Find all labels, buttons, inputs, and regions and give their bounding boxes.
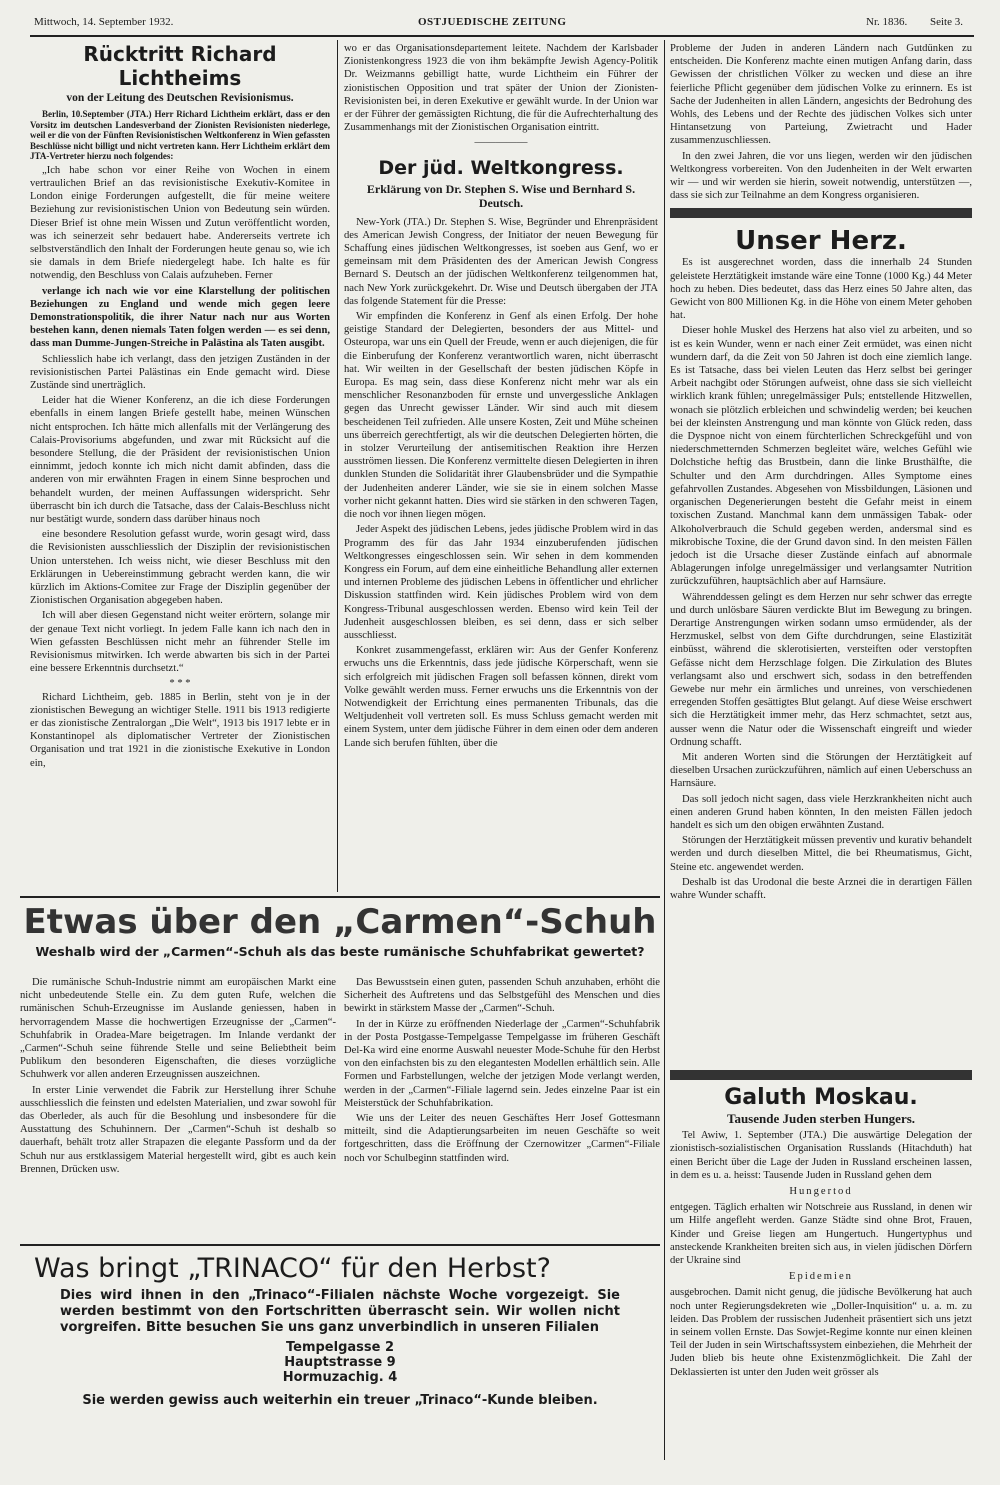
paragraph-continuation: Probleme der Juden in anderen Ländern nach Gutdünken zu entscheiden. Die Konferenz machte einen mutigen Anfang darin, dass Gewissen der christlichen Völker zu wecken und diese an ihre feierliche Pflicht gegenüber dem jüdischen Volke zu erinnern. Es ist Sache der Judenheiten in allen Ländern, angesichts der Bedrohung des Wohls, des Lebens und der Rechte des jüdischen Volkes sich unter Hintansetzung von Parteiung, Zwietracht und Hader zusammenzuschliessen. [670,43,972,147]
paragraph: eine besondere Resolution gefasst wurde, worin gesagt wird, dass die Revisionisten ausschliesslich der Disziplin der revisionistischen Union unterstehen. Ich weiss nicht, wie dieser Beschluss mit den Erklärungen in Uebereinstimmung gebracht werden kann, die wir kürzlich im Aktions-Comitee zur Frage der Disziplin gegenüber der Zionistischen Organisation abgegeben haben. [30,529,330,607]
paragraph: Störungen der Herztätigkeit müssen preventiv und kurativ behandelt werden und durch dieselben Mittel, die bei Rheumatismus, Gicht, Steine etc. angewendet werden. [670,835,972,873]
lead-paragraph: Berlin, 10.September (JTA.) Herr Richard Lichtheim erklärt, dass er den Vorsitz im deutschen Landesverband der Zionisten Revisionisten niederlege, weil er die von der Fünften Revisionistischen Weltkonferenz in Wien gefassten Beschlüsse nicht billigt und nicht vertreten kann. Herr Lichtheim erklärt dem JTA-Vertreter hierzu noch folgendes: [30,109,330,162]
headline-unser-herz: Unser Herz. [735,226,907,257]
headline-galuth-moskau: Galuth Moskau. [724,1085,918,1110]
paragraph: Wir empfinden die Konferenz in Genf als einen Erfolg. Der hohe geistige Standard der Delegierten, besonders der aus Mittel- und Osteuropa, war uns ein Quell der Freude, wenn er auch diejenigen, die für die Einberufung der Konferenz verantwortlich waren, nicht überrascht hat. Wir weilten in der Gesellschaft der besten jüdischen Köpfe in Europa. Es mag sein, dass diese Konferenz nicht mehr war als ein menschlicher Resonanzboden für ernste und unvergessliche Anklagen gegen das Unrecht gewisser Länder. Wir sind auch mit diesem bescheidenen Teil zufrieden. Alle unsere Kosten, Zeit und Mühe scheinen uns überreich gerechtfertigt, als wir die deutschen Delegierten hörten, die in stolzer Verurteilung der antisemitischen Reaktion ihre Herzen ausströmen liessen. Die Konferenz vermittelte diesen Delegierten in ihren dunklen Stunden die Solidarität ihrer Glaubensbrüder und die Sympathie der Judenheiten anderer Länder, wie sie sie in einem solchen Masse vorher nicht gekannt hatten. Dies wird sie stärken in den schweren Tagen, die noch vor ihnen liegen mögen. [344,311,658,521]
article-galuth-moskau [670,1084,972,1460]
section-bar [670,208,972,218]
carmen-column-left [20,976,336,1234]
header-date: Mittwoch, 14. September 1932. [34,16,174,28]
paragraph: Deshalb ist das Urodonal die beste Arznei die in derartigen Fällen wahre Wunder schafft. [670,876,972,901]
paragraph: Richard Lichtheim, geb. 1885 in Berlin, steht von je in der zionistischen Bewegung an wichtiger Stelle. 1911 bis 1913 redigierte er das zionistische Zentralorgan „Die Welt“, 1913 bis 1917 lebte er in Konstantinopel als diplomatischer Vertreter der Zionistischen Organisation und trat 1921 in die zionistische Exekutive in London ein, [30,691,330,769]
ad-rule [20,1244,660,1246]
headline-trinaco: Was bringt „TRINACO“ für den Herbst? [34,1253,551,1284]
paragraph: New-York (JTA.) Dr. Stephen S. Wise, Begründer und Ehrenpräsident des American Jewish Congress, der Initiator der neuen Bewegung für Schaffung eines jüdischen Weltkongresses, ist soeben aus Genf, wo er gemeinsam mit dem Präsidenten des der American Jewish Congress Bernard S. Deutsch an der jüdischen Weltkonferenz teilgenommen hat, nach New York zurückgekehrt. Dr. Wise und Deutsch übergaben der JTA das folgende Statement für die Presse: [344,216,658,307]
paragraph: Es ist ausgerechnet worden, dass die innerhalb 24 Stunden geleistete Herztätigkeit imstande wäre eine Tonne (1000 Kg.) 44 Meter hoch zu heben. Dies bedeutet, dass das Herz eines 50 Jahre alten, das Gewicht von 800 Millionen Kg. in die Höhe von einem Meter gehoben hat. [670,257,972,322]
subheadline-carmen: Weshalb wird der „Carmen“-Schuh als das beste rumänische Schuhfabrikat gewertet? [35,944,645,959]
paragraph: In erster Linie verwendet die Fabrik zur Herstellung ihrer Schuhe ausschliesslich die feinsten und edelsten Materialien, und zwar sowohl für das Oberleder, als auch für die Besohlung und insbesondere für die Ausstattung des Schuhinnern. Der „Carmen“-Schuh ist deshalb so dauerhaft, behält trotz aller Strapazen die elegante Passform und da der Schuh nur aus erstklassigem Material hergestellt wird, gibt es auch kein Brennen, Drücken usw. [20,1084,336,1175]
trinaco-closing: Sie werden gewiss auch weiterhin ein treuer „Trinaco“-Kunde bleiben. [82,1393,598,1408]
paragraph: Ich will aber diesen Gegenstand nicht weiter erörtern, solange mir der genaue Text nicht vorliegt. In jedem Falle kann ich nach den in Wien gefassten Beschlüssen nicht mehr an führender Stelle im Revisionismus mitwirken. Ich werde abwarten bis sich in der Partei eine bessere Erkenntnis durchsetzt.“ [30,610,330,675]
paragraph-continuation: wo er das Organisationsdepartement leitete. Nachdem der Karlsbader Zionistenkongress 1923 die von ihm bekämpfte Jewish Agency-Politik Dr. Weizmanns gebilligt hatte, wurde Lichtheim ein Führer der zionistischen Opposition und trat später der Union der Zionisten-Revisionisten bei, in deren Exekutive er gewählt wurde. In der Union war er der Führer der gemässigten Richtung, die für die Aufrechterhaltung des Zusammenhangs mit der Zionistischen Organisation eintritt. [344,43,658,134]
section-bar [670,1070,972,1080]
column-rule [337,40,338,892]
paragraph: Mit anderen Worten sind die Störungen der Herztätigkeit auf dieselben Ursachen zurückzuführen, nämlich auf einen Ueberschuss an Harnsäure. [670,751,972,790]
paragraph: Das soll jedoch nicht sagen, dass viele Herzkrankheiten nicht auch einen anderen Grund haben könnten, In den meisten Fällen jedoch handelt es sich um den obigen erwähnten Zustand. [670,793,972,831]
paragraph: Währenddessen gelingt es dem Herzen nur sehr schwer das erregte und durch unlösbare Säuren verdickte Blut im Bewegung zu bringen. Derartige Anstrengungen wirken sodann umso ermüdender, als der Herzmuskel, selbst von dem Gifte durchdrungen, seine Elastizität einbüsst, während die sklerotisierten, versteiften oder verstopften Gefässe nicht dem Herzschlage folgen. Die Zirkulation des Blutes verlangsamt also und erschwert sich, sodass in den betreffenden Gewebe nur mehr ein ärmliches und unreines, von verschiedenen erregenden Stoffen gesättigtes Blut gelangt. Auf diese Weise erschwert sich die Herztätigkeit immer mehr, das Herz schmachtet, setzt aus, ausser wenn die Natur oder die Wissenschaft eingreift und wieder Ordnung schafft. [670,591,972,748]
headline-lichtheim: Rücktritt Richard Lichtheims [83,42,277,90]
trinaco-body: Dies wird ihnen in den „Trinaco“-Filialen nächste Woche vorgezeigt. Sie werden bestimmt von den Fortschritten überrascht sein. Wir wollen nicht vorgreifen. Bitte besuchen Sie uns ganz unverbindlich in unseren Filialen [60,1288,620,1335]
paragraph: In der in Kürze zu eröffnenden Niederlage der „Carmen“-Schuhfabrik in der Posta Postgasse-Tempelgasse Tempelgasse im früheren Geschäft Del-Ka wird eine enorme Auswahl neuester Mode-Schuhe für den Herbst von den einfachsten bis zu den elegantesten Modellen erhältlich sein. Alle Formen und Farbstellungen, welche der jetzigen Mode verlangt werden, werden in der „Carmen“-Filiale lagernd sein. Jedes einzelne Paar ist ein Meisterstück der Schuhfabrikation. [344,1018,660,1109]
section-stars: * * * [169,678,191,690]
ad-rule [20,896,660,898]
headline-carmen: Etwas über den „Carmen“-Schuh [23,902,657,942]
paragraph: Leider hat die Wiener Konferenz, an die ich diese Forderungen ebenfalls in einem langen Briefe gestellt habe, meinen Wünschen nicht entsprochen. Ich hätte mich allenfalls mit der Verlängerung des Calais-Provisoriums abgefunden, und zwar mit Rücksicht auf die besondere Stellung, die der Präsident der revisionistischen Union einnimmt, jedoch konnte ich mich nicht damit abfinden, dass die anderen von mir erwähnten Fragen in einem Sinne besprochen und behandelt wurden, der meinen Auffassungen widerspricht. Sehr überrascht bin ich durch die Tatsache, dass der Calais-Beschluss nicht nur bestätigt wurde, sondern dass darüber hinaus noch [30,395,330,525]
trinaco-address: Hormuzachig. 4 [282,1370,398,1385]
paragraph: Die rumänische Schuh-Industrie nimmt am europäischen Markt eine nicht unbedeutende Stelle ein. Zu dem guten Rufe, welchen die rumänischen Schuh-Erzeugnisse im Auslande geniessen, haben in hervorragendem Masse die hochwertigen Erzeugnisse der „Carmen“-Schuhfabrik in Oradea-Mare beigetragen. Im Inlande verdankt der „Carmen“-Schuh seine führende Stelle und seine Beliebtheit beim Publikum den besonderen Eigenschaften, die dieses vorzügliche Schuhwerk vor allen anderen Erzeugnissen auszeichnen. [20,977,336,1081]
paragraph: Das Bewusstsein einen guten, passenden Schuh anzuhaben, erhöht die Sicherheit des Auftretens und das Selbstgefühl des Menschen und dies bewirkt in stärkstem Masse der „Carmen“-Schuh. [344,977,660,1015]
article-weltkongress: wo er das Organisationsdepartement leitete. Nachdem der Karlsbader Zionistenkongress 1923 die von ihm bekämpfte Jewish Agency-Politik Dr. Weizmanns gebilligt hatte, wurde Lichtheim ein Führer der zionistischen Opposition und trat später der Union der Zionisten-Revisionisten bei, in deren Exekutive er gewählt wurde. In der Union war er der Führer der gemässigten Richtung, die für die Aufrechterhaltung des Zusammenhangs mit der Zionistischen Organisation eintritt. ————— Der jüd. Weltkongress. Erklärung von Dr. Stephen S. Wise und Bernhard S. Deutsch. New-York (JTA.) Dr. Stephen S. Wise, Begründer und Ehrenpräsident des American Jewish Congress, der Initiator der neuen Bewegung für Schaffung eines jüdischen Weltkongresses, ist soeben aus Genf, wo er gemeinsam mit dem Präsidenten des der American Jewish Congress Bernard S. Deutsch an der jüdischen Weltkonferenz teilgenommen hat, nach New York zurückgekehrt. Dr. Wise und Deutsch übergaben der JTA das folgende Statement für die Presse: Wir empfinden die Konferenz in Genf als einen Erfolg. Der hohe geistige Standard der Delegierten, besonders der aus Mittel- und Osteuropa, war uns ein Quell der Freude, wenn er auch diejenigen, die für die Einberufung der Konferenz verantwortlich waren, nicht überrascht hat. Wir weilten in der Gesellschaft der besten jüdischen Köpfe in Europa. Es mag sein, dass diese Konferenz nicht mehr war als ein menschlicher Resonanzboden für ernste und unvergessliche Anklagen gegen das Unrecht gewisser Länder. Wir sind auch mit diesem bescheidenen Teil zufrieden. Alle unsere Kosten, Zeit und Mühe scheinen uns überreich gerechtfertigt, als wir die deutschen Delegierten hörten, die in stolzer Verurteilung der antisemitischen Reaktion ihre Herzen ausströmen liessen. Die Konferenz vermittelte diesen Delegierten in ihren dunklen Stunden die Solidarität ihrer Glaubensbrüder und die Sympathie der Judenheiten anderer Länder, wie sie sie in einem solchen Masse vorher nicht gekannt hatten. Dies wird sie stärken in den schweren Tagen, die noch vor ihnen liegen mögen. Jeder Aspekt des jüdischen Lebens, jedes jüdische Problem wird in das Programm des für das Jahr 1934 einzuberufenden jüdischen Weltkongresses eingeschlossen sein. Wir sehen in dem kommenden Kongress ein Forum, auf dem eine einheitliche Behandlung aller externen und internen Probleme des jüdischen Lebens in öffentlicher und ehrlicher Diskussion stattfinden wird. Kein jüdisches Problem wird von dem Kongress-Tribunal ausgeschlossen werden. Ebenso wird kein Teil der Judenheit ausgeschlossen bleiben, es sei denn, dass er sich selber ausschliesst. Konkret zusammengefasst, erklären wir: Aus der Genfer Konferenz erwuchs uns die Erkenntnis, dass jede jüdische Körperschaft, wenn sie sich erfolgreich mit jüdischen Fragen soll befassen können, direkt vom Volke gewählt werden muss. Ferner erwuchs uns die Erkenntnis von der Notwendigkeit der Errichtung eines permanenten Tribunals, das die Weltjudenheit voll vertreten soll. Es muss Schluss gemacht werden mit einem System, unter dem jüdische Führer in dem einen oder dem anderen Lande sich berufen fühlten, über die [344,43,658,749]
headline-weltkongress: Der jüd. Weltkongress. [378,156,624,179]
paragraph: „Ich habe schon vor einer Reihe von Wochen in einem vertraulichen Brief an das revisionistische Exekutiv-Komitee in London einige Forderungen aufgestellt, die für meine weitere Beziehung zur revisionistischen Union von Bedeutung sein würden. Dieser Brief ist ohne mein Wissen und Zutun veröffentlicht worden, was ich seinerzeit sehr bedauert habe. Andererseits vertrete ich selbstverständlich den Inhalt der Forderungen heute genau so, wie ich sie damals in dem Briefe niedergelegt habe. Ich halte es für notwendig, den Beschluss von Calais aufzuheben. Ferner [30,164,330,282]
paragraph: entgegen. Täglich erhalten wir Notschreie aus Russland, in denen wir um Hilfe angefleht werden. Ganze Städte sind ohne Brot, Frauen, Kinder und Greise liegen am Hungertuch. Hungertyphus und ansteckende Krankheiten breiten sich aus, in vielen jüdischen Dörfern der Ukraine sind [670,1202,972,1267]
column-rule [664,40,665,1460]
paragraph: Tel Awiw, 1. September (JTA.) Die auswärtige Delegation der zionistisch-sozialistischen Organisation Russlands (Hitachduth) hat einen Bericht über die Lage der Juden in Russland erscheinen lassen, in dem es u. a. heisst: Tausende Juden in Russland gehen dem [670,1130,972,1181]
trinaco-address: Hauptstrasse 9 [284,1355,396,1370]
paragraph: Schliesslich habe ich verlangt, dass den jetzigen Zuständen in der revisionistischen Partei Palästinas ein Ende gemacht wird. Diese Zustände sind unerträglich. [30,353,330,391]
subheadline-lichtheim: von der Leitung des Deutschen Revisionismus. [66,92,294,104]
paragraph: Wie uns der Leiter des neuen Geschäftes Herr Josef Gottesmann mitteilt, sind die Adaptierungsarbeiten im neuen Geschäfte so weit fortgeschritten, dass die Eröffnung der Czernowitzer „Carmen“-Filiale noch vor Schulbeginn stattfinden wird. [344,1113,660,1164]
ad-carmen [20,902,660,1234]
page-header [34,14,972,32]
trinaco-address: Tempelgasse 2 [285,1340,395,1355]
header-rule [30,35,974,37]
subheadline-galuth: Tausende Juden sterben Hungers. [726,1111,916,1126]
header-issue: Nr. 1836. [866,16,908,28]
subheadline-weltkongress: Erklärung von Dr. Stephen S. Wise und Bernhard S. Deutsch. [366,181,636,210]
ad-trinaco [20,1252,660,1452]
paragraph: Dieser hohle Muskel des Herzens hat also viel zu arbeiten, und so ist es kein Wunder, wenn er nach einer Zeit ermüdet, was einen nicht wundern darf, da die Zeit von 50 Jahren ist doch eine ziemlich lange. Es ist Tatsache, dass bei vielen Leuten das Herz selbst bei geringer Arbeit nachgibt oder Störungen aufweist, ohne dass sie sich vielleicht wirklich krank fühlen; unregelmässiger Puls; entstellende Hitzwellen, wonach sie plötzlich erbleichen und schwindelig werden; bei keuchen bei der kleinsten Anstrengung und man könnte von Glück reden, dass die Dyspnoe nicht von einem fürchterlichen Schreckgefühl und von niederschmetternden Schmerzen begleitet wäre, welches Gefühl wie Dolchstiche heftig das Brustbein, dann die linke Brusthälfte, die Schulter und den Arm durchdringen. Alles Symptome eines gefahrvollen Zustandes. Abgesehen von Missbildungen, Läsionen und organischen Degenerierungen besteht die Gefahr meist in einem toxischen Zustand. Manchmal kann dem unmässigen Tabak- oder Alkoholverbrauch die Schuld gegeben werden, andersmal sind es mikrobische Toxine, die der Grund davon sind. In den meisten Fällen jedoch ist die Ursache dieser Zustände einfach auf abnormale Ablagerungen infolge unregelmässiger und verlangsamter Nutrition zurückzuführen, hauptsächlich aber auf Harnsäure. [670,325,972,588]
paragraph: ausgebrochen. Damit nicht genug, die jüdische Bevölkerung hat auch noch unter Regierungsdekreten wie „Doller-Inquisition“ u. a. m. zu leiden. Das Problem der russischen Judenheit präsentiert sich uns jetzt in seinem vollen Ernste. Das Sowjet-Regime konnte nur einen kleinen Teil der Juden in sein Wirtschaftssystem einbeziehen, die Mehrheit der Juden blieb bis heute ohne Existenzmöglichkeit. Die Zahl der Deklassierten ist unter den Juden weit grösser als [670,1287,972,1378]
article-unser-herz [670,42,972,970]
header-paper-name: OSTJUEDISCHE ZEITUNG [418,16,567,28]
section-heading: Hungertod [789,1186,853,1198]
paragraph: Konkret zusammengefasst, erklären wir: Aus der Genfer Konferenz erwuchs uns die Erkenntnis, dass jede jüdische Körperschaft, wenn sie sich erfolgreich mit jüdischen Fragen soll befassen können, direkt vom Volke gewählt werden muss. Ferner erwuchs uns die Erkenntnis von der Notwendigkeit der Errichtung eines permanenten Tribunals, das die Weltjudenheit voll vertreten soll. Es muss Schluss gemacht werden mit einem System, unter dem jüdische Führer in dem einen oder dem anderen Lande sich berufen fühlten, über die [344,645,658,749]
section-heading: Epidemien [789,1271,853,1283]
paragraph: Jeder Aspekt des jüdischen Lebens, jedes jüdische Problem wird in das Programm des für das Jahr 1934 einzuberufenden jüdischen Weltkongresses eingeschlossen sein. Wir sehen in dem kommenden Kongress ein Forum, auf dem eine einheitliche Behandlung aller externen und internen Probleme des jüdischen Lebens in öffentlicher und ehrlicher Diskussion stattfinden wird. Kein jüdisches Problem wird von dem Kongress-Tribunal ausgeschlossen werden. Ebenso wird kein Teil der Judenheit ausgeschlossen bleiben, es sei denn, dass er sich selber ausschliesst. [344,524,658,641]
article-lichtheim [30,42,330,890]
paragraph-bold: verlange ich nach wie vor eine Klarstellung der politischen Beziehungen zu England und wende mich gegen leere Demonstrationspolitik, die ihrer Natur nach nur aus Worten bestehen kann, denen niemals Taten folgen werden — es sei denn, dass man Dumme-Jungen-Streiche in Palästina als Taten ausgibt. [30,285,330,350]
carmen-column-right [344,976,660,1234]
paragraph: In den zwei Jahren, die vor uns liegen, werden wir den jüdischen Weltkongress vorbereiten. Von den Judenheiten in der Welt erwarten wir — und wir werden sie hierin, soweit notwendig, unterstützen —, dass sie sich zur Teilnahme an dem Kongress organisieren. [670,150,972,202]
header-page: Seite 3. [930,16,963,28]
